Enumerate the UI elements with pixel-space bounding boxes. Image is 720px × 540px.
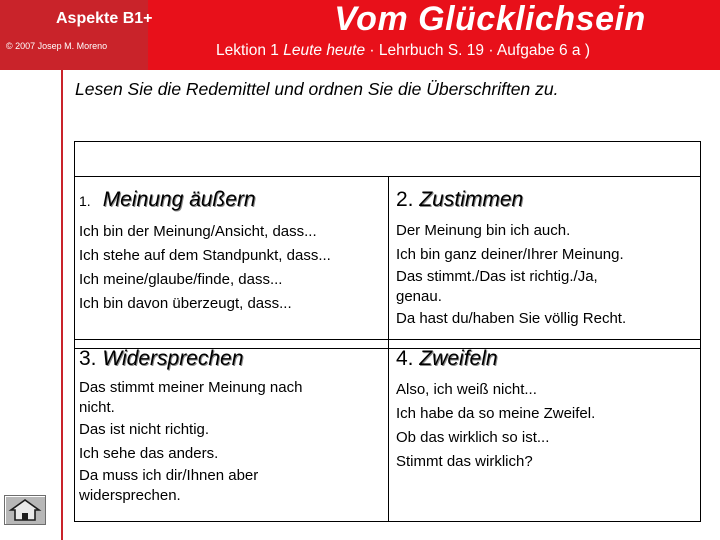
section-zweifeln (396, 346, 696, 474)
section-number: 4. (396, 347, 414, 370)
phrase-line: widersprechen. (79, 487, 181, 504)
phrase-line: Das ist nicht richtig. (79, 421, 210, 438)
instruction-text: Lesen Sie die Redemittel und ordnen Sie die Überschriften zu. (75, 79, 559, 99)
phrase-line: Der Meinung bin ich auch. (396, 222, 571, 239)
phrase-line: Ich bin der Meinung/Ansicht, dass... (79, 223, 317, 240)
section-number: 3. (79, 347, 97, 370)
page-title: Vom Glücklichsein (334, 0, 646, 38)
lesson-subtitle (216, 42, 590, 60)
phrase-line: Ich bin ganz deiner/Ihrer Meinung. (396, 246, 624, 263)
left-margin-rule (61, 70, 63, 540)
section-title: Widersprechen (102, 347, 244, 370)
lesson-book-title: Leute heute (283, 42, 366, 59)
phrase-line: Da hast du/haben Sie völlig Recht. (396, 310, 627, 327)
section-heading (79, 187, 385, 214)
section-zustimmen (396, 187, 696, 331)
section-number: 2. (396, 188, 414, 211)
phrase-line: Ich bin davon überzeugt, dass... (79, 295, 292, 312)
section-heading (79, 346, 385, 372)
home-icon (5, 496, 45, 524)
phrase-line: Da muss ich dir/Ihnen aber (79, 467, 259, 484)
phrase-line: Ich sehe das anders. (79, 445, 219, 462)
phrase-line: nicht. (79, 399, 115, 416)
phrase-line: Ob das wirklich so ist... (396, 429, 550, 446)
section-title: Zweifeln (419, 347, 498, 370)
section-title: Zustimmen (419, 188, 524, 211)
lesson-suffix: · Lehrbuch S. 19 · Aufgabe 6 a ) (365, 42, 591, 59)
phrase-line: Ich meine/glaube/finde, dass... (79, 271, 283, 288)
phrase-line: genau. (396, 288, 442, 305)
section-heading (396, 187, 696, 213)
section-heading (396, 346, 696, 372)
phrase-line: Ich habe da so meine Zweifel. (396, 405, 596, 422)
phrase-line: Ich stehe auf dem Standpunkt, dass... (79, 247, 331, 264)
phrase-table (74, 141, 701, 522)
section-number: 1. (79, 193, 91, 209)
section-meinung (79, 187, 385, 316)
lesson-prefix: Lektion 1 (216, 42, 284, 59)
phrase-line: Also, ich weiß nicht... (396, 381, 537, 398)
section-widersprechen (79, 346, 385, 506)
phrase-line: Stimmt das wirklich? (396, 453, 533, 470)
brand-label: Aspekte B1+ (56, 10, 153, 27)
phrase-line: Das stimmt meiner Meinung nach (79, 379, 303, 396)
phrase-line: Das stimmt./Das ist richtig./Ja, (396, 268, 598, 285)
section-title: Meinung äußern (102, 188, 256, 211)
table-divider-vertical (388, 176, 389, 522)
copyright-text: © 2007 Josep M. Moreno (6, 41, 108, 51)
home-button[interactable] (4, 495, 46, 525)
